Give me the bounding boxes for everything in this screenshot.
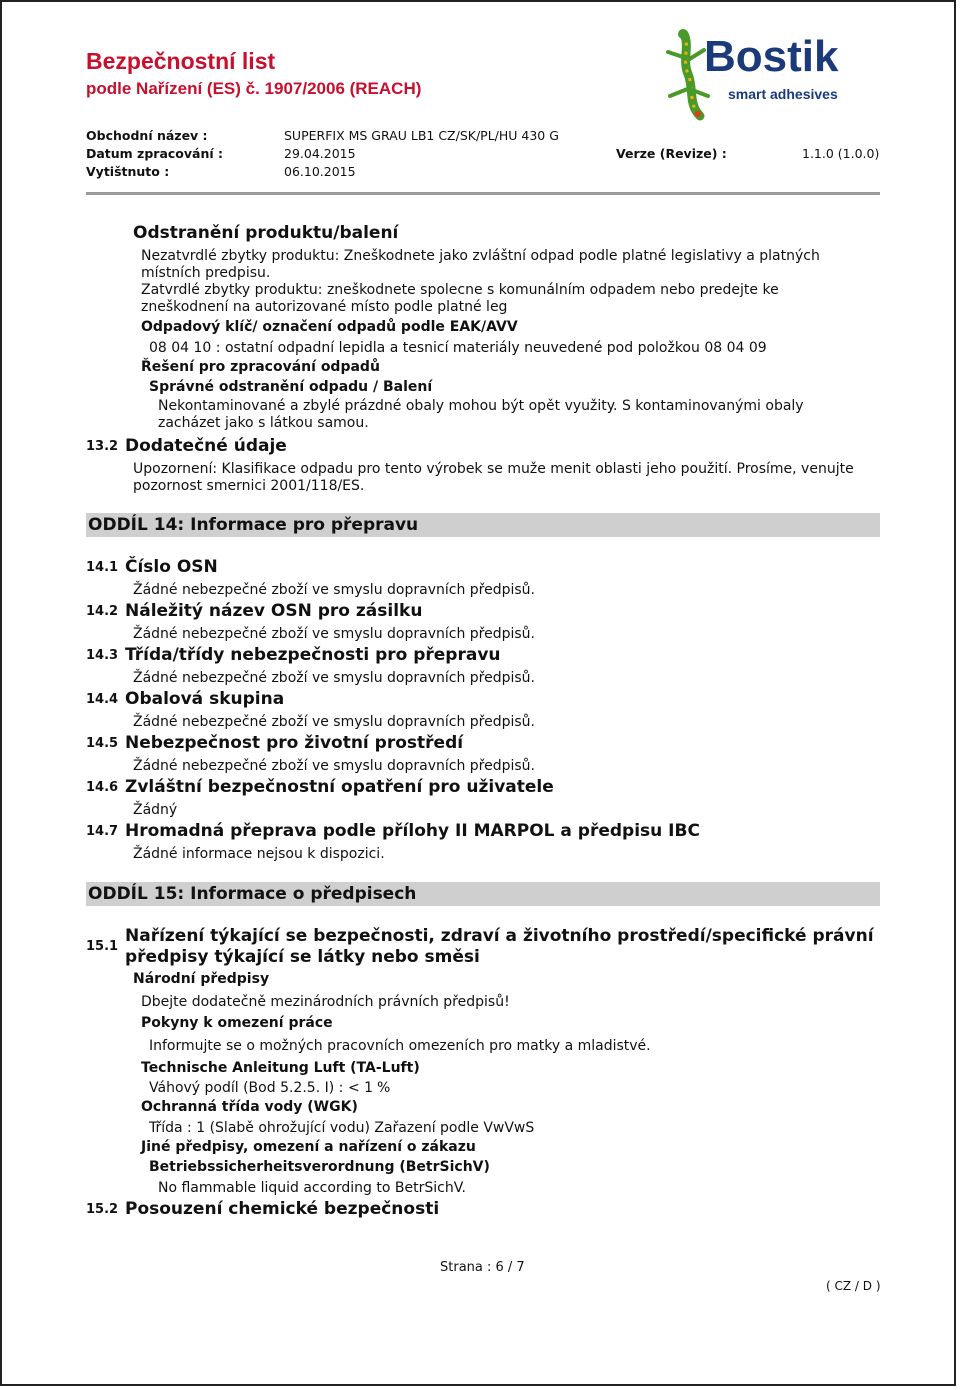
document-subtitle: podle Nařízení (ES) č. 1907/2006 (REACH) xyxy=(86,79,422,98)
trade-name-value: SUPERFIX MS GRAU LB1 CZ/SK/PL/HU 430 G xyxy=(284,128,559,143)
betrsichv-text: No flammable liquid according to BetrSichV. xyxy=(158,1180,466,1196)
section-text-14-4: Žádné nebezpečné zboží ve smyslu dopravních předpisů. xyxy=(133,714,535,730)
packaging-line-1: Nekontaminované a zbylé prázdné obaly mohou být opět využity. S kontaminovanými obaly xyxy=(158,398,804,414)
section-title-14-5: Nebezpečnost pro životní prostředí xyxy=(125,733,464,753)
other-regs-title: Jiné předpisy, omezení a nařízení o zákazu xyxy=(141,1139,476,1155)
section-14-header: ODDÍL 14: Informace pro přepravu xyxy=(86,513,880,537)
section-text-14-2: Žádné nebezpečné zboží ve smyslu dopravních předpisů. xyxy=(133,626,535,642)
additional-info-title: Dodatečné údaje xyxy=(125,436,287,456)
ta-luft-label: Váhový podíl (Bod 5.2.5. I) : xyxy=(149,1080,344,1096)
wgk-text: Třída : 1 (Slabě ohrožující vodu) Zařazení podle VwVwS xyxy=(149,1120,535,1136)
date-value: 29.04.2015 xyxy=(284,146,356,161)
printed-label: Vytištnuto : xyxy=(86,164,170,179)
disposal-line-4: zneškodnení na autorizované místo podle platné leg xyxy=(141,299,508,315)
section-title-15-2: Posouzení chemické bezpečnosti xyxy=(125,1199,440,1219)
national-regs-title: Národní předpisy xyxy=(133,971,270,987)
version-label: Verze (Revize) : xyxy=(616,146,727,161)
section-number-13-2: 13.2 xyxy=(86,439,119,454)
header-divider xyxy=(86,192,880,195)
section-title-15-1-line-1: Nařízení týkající se bezpečnosti, zdraví a životního prostředí/specifické právní xyxy=(125,926,874,946)
section-text-14-6: Žádný xyxy=(133,802,178,818)
section-text-14-3: Žádné nebezpečné zboží ve smyslu dopravních předpisů. xyxy=(133,670,535,686)
section-title-14-3: Třída/třídy nebezpečnosti pro přepravu xyxy=(125,645,501,665)
version-value: 1.1.0 (1.0.0) xyxy=(802,146,880,161)
disposal-line-1: Nezatvrdlé zbytky produktu: Zneškodnete jako zvláštní odpad podle platné legislativy a platných xyxy=(141,248,820,264)
packaging-line-2: zacházet jako s látkou samou. xyxy=(158,415,369,431)
disposal-line-2: místních predpisu. xyxy=(141,265,271,281)
national-regs-text: Dbejte dodatečně mezinárodních právních předpisů! xyxy=(141,994,510,1010)
section-text-14-7: Žádné informace nejsou k dispozici. xyxy=(133,846,385,862)
document-title: Bezpečnostní list xyxy=(86,48,276,74)
logo-tagline: smart adhesives xyxy=(728,86,838,102)
disposal-title: Odstranění produktu/balení xyxy=(133,223,399,243)
ta-luft-value: < 1 xyxy=(348,1080,374,1096)
section-number-14-6: 14.6 xyxy=(86,780,119,795)
proper-disposal-title: Správné odstranění odpadu / Balení xyxy=(149,379,433,395)
section-title-15-1-line-2: předpisy týkající se látky nebo směsi xyxy=(125,947,480,967)
section-text-14-5: Žádné nebezpečné zboží ve smyslu dopravních předpisů. xyxy=(133,758,535,774)
printed-value: 06.10.2015 xyxy=(284,164,356,179)
disposal-line-3: Zatvrdlé zbytky produktu: zneškodnete spolecne s komunálním odpadem nebo predejte ke xyxy=(141,282,779,298)
section-number-14-2: 14.2 xyxy=(86,604,119,619)
section-number-14-5: 14.5 xyxy=(86,736,119,751)
locale-code: ( CZ / D ) xyxy=(826,1279,881,1293)
waste-key-title: Odpadový klíč/ označení odpadů podle EAK/AVV xyxy=(141,319,518,335)
trade-name-label: Obchodní název : xyxy=(86,128,208,143)
section-15-header: ODDÍL 15: Informace o předpisech xyxy=(86,882,880,906)
section-number-14-7: 14.7 xyxy=(86,824,119,839)
section-number-15-1: 15.1 xyxy=(86,939,119,954)
section-number-14-4: 14.4 xyxy=(86,692,119,707)
ta-luft-title: Technische Anleitung Luft (TA-Luft) xyxy=(141,1060,420,1076)
ta-luft-unit: % xyxy=(377,1080,391,1096)
betrsichv-title: Betriebssicherheitsverordnung (BetrSichV) xyxy=(149,1159,490,1175)
section-number-14-1: 14.1 xyxy=(86,560,119,575)
bostik-logo xyxy=(654,26,874,126)
section-title-14-7: Hromadná přeprava podle přílohy II MARPOL a předpisu IBC xyxy=(125,821,700,841)
additional-line-1: Upozornení: Klasifikace odpadu pro tento výrobek se muže menit oblasti jeho použití. Prosíme, venujte xyxy=(133,461,854,477)
wgk-title: Ochranná třída vody (WGK) xyxy=(141,1099,358,1115)
treatment-title: Řešení pro zpracování odpadů xyxy=(141,359,380,375)
waste-key-text: 08 04 10 : ostatní odpadní lepidla a tesnicí materiály neuvedené pod položkou 08 04 09 xyxy=(149,340,767,356)
section-number-15-2: 15.2 xyxy=(86,1202,119,1217)
section-title-14-1: Číslo OSN xyxy=(125,557,218,577)
page-number: Strana : 6 / 7 xyxy=(440,1260,525,1275)
logo-wordmark: Bostik xyxy=(704,32,839,81)
section-title-14-4: Obalová skupina xyxy=(125,689,285,709)
work-restrictions-text: Informujte se o možných pracovních omezeních pro matky a mladistvé. xyxy=(149,1038,651,1054)
section-text-14-1: Žádné nebezpečné zboží ve smyslu dopravních předpisů. xyxy=(133,582,535,598)
section-title-14-2: Náležitý název OSN pro zásilku xyxy=(125,601,423,621)
section-number-14-3: 14.3 xyxy=(86,648,119,663)
work-restrictions-title: Pokyny k omezení práce xyxy=(141,1015,333,1031)
date-label: Datum zpracování : xyxy=(86,146,223,161)
section-title-14-6: Zvláštní bezpečnostní opatření pro uživatele xyxy=(125,777,554,797)
additional-line-2: pozornost smernici 2001/118/ES. xyxy=(133,478,365,494)
